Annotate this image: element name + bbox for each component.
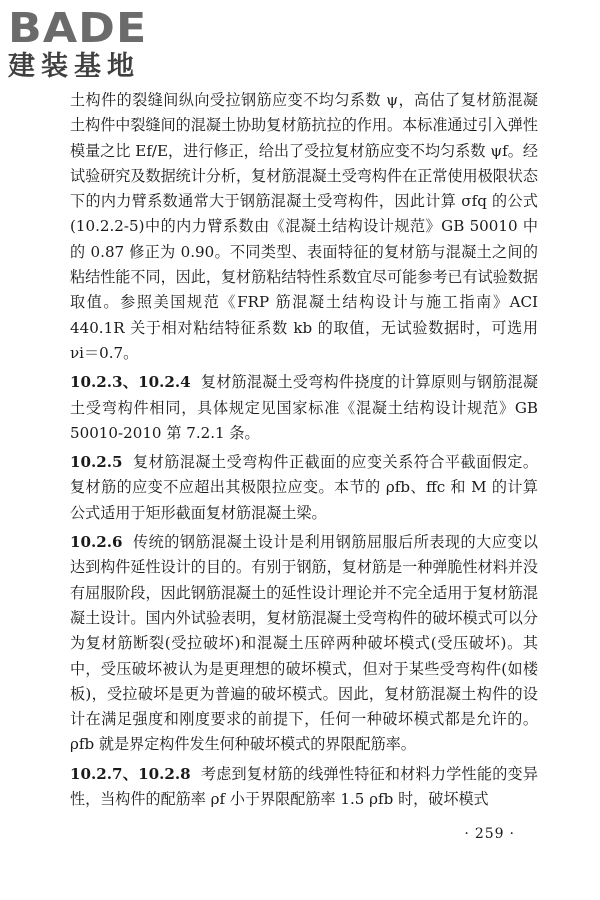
paragraph-continuation (70, 88, 538, 366)
section-number: 10.2.3、10.2.4 (70, 373, 191, 392)
paragraph-text: 复材筋混凝土受弯构件挠度的计算原则与钢筋混凝土受弯构件相同，具体规定见国家标准《混凝土结构设计规范》GB 50010-2010 第 7.2.1 条。 (70, 373, 538, 442)
logo-text: BADE (8, 4, 148, 52)
publisher-logo (8, 6, 178, 86)
logo-subtitle: 建装基地 (8, 51, 140, 82)
page-number-value: 259 (474, 826, 505, 842)
paragraph-10-2-6 (70, 530, 538, 758)
paragraph-10-2-7 (70, 762, 538, 813)
paragraph-text: 土构件的裂缝间纵向受拉钢筋应变不均匀系数 ψ，高估了复材筋混凝土构件中裂缝间的混凝土协助复材筋抗拉的作用。本标准通过引入弹性模量之比 Ef/E，进行修正，给出了受拉复材筋应变不均匀系数 ψf。经试验研究及数据统计分析，复材筋混凝土受弯构件在正常使用极限状态下的内力臂系数通常大于钢筋混凝土受弯构件，因此计算 σfq 的公式(10.2.2-5)中的内力臂系数由《混凝土结构设计规范》GB 50010 中的 0.87 修正为 0.90。不同类型、表面特征的复材筋与混凝土之间的粘结性能不同，因此，复材筋粘结特性系数宜尽可能参考已有试验数据取值。参照美国规范《FRP 筋混凝土结构设计与施工指南》ACI 440.1R 关于相对粘结特征系数 kb 的取值，无试验数据时，可选用 νi＝0.7。 (70, 91, 538, 362)
page-number: · 259 · (464, 826, 515, 842)
paragraph-text: 复材筋混凝土受弯构件正截面的应变关系符合平截面假定。复材筋的应变不应超出其极限拉应变。本节的 ρfb、ffc 和 M 的计算公式适用于矩形截面复材筋混凝土梁。 (70, 453, 538, 522)
section-number: 10.2.7、10.2.8 (70, 764, 191, 783)
paragraph-10-2-3 (70, 370, 538, 446)
section-number: 10.2.5 (70, 453, 123, 472)
section-number: 10.2.6 (70, 533, 123, 552)
paragraph-text: 传统的钢筋混凝土设计是利用钢筋屈服后所表现的大应变以达到构件延性设计的目的。有别于钢筋，复材筋是一种弹脆性材料并没有屈服阶段，因此钢筋混凝土的延性设计理论并不完全适用于复材筋混凝土设计。国内外试验表明，复材筋混凝土受弯构件的破坏模式可以分为复材筋断裂(受拉破坏)和混凝土压碎两种破坏模式(受压破坏)。其中，受压破坏被认为是更理想的破坏模式，但对于某些受弯构件(如楼板)，受拉破坏是更为普遍的破坏模式。因此，复材筋混凝土构件的设计在满足强度和刚度要求的前提下，任何一种破坏模式都是允许的。ρfb 就是界定构件发生何种破坏模式的界限配筋率。 (70, 533, 538, 754)
document-body (70, 88, 538, 812)
paragraph-10-2-5 (70, 450, 538, 526)
paragraph-text: 考虑到复材筋的线弹性特征和材料力学性能的变异性，当构件的配筋率 ρf 小于界限配筋率 1.5 ρfb 时，破坏模式 (70, 764, 538, 809)
